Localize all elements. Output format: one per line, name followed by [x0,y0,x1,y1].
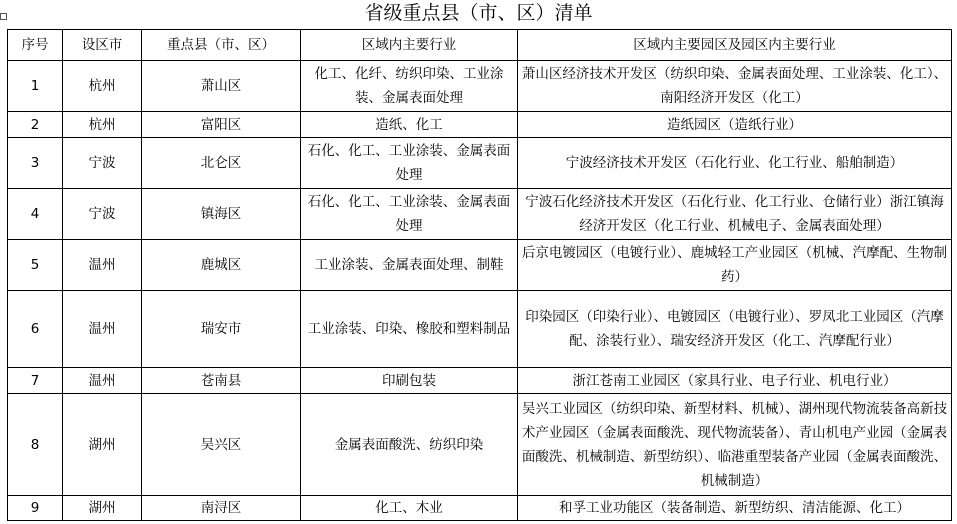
page-title: 省级重点县（市、区）清单 [364,2,593,24]
table-row [8,138,952,189]
cell-county: 苍南县 [142,368,301,394]
cell-no: 2 [8,112,63,138]
cell-parks: 后京电镀园区（电镀行业）、鹿城轻工产业园区（机械、汽摩配、生物制药） [518,240,952,291]
cell-no: 8 [8,394,63,496]
table-header-row [8,30,952,61]
cell-no: 1 [8,61,63,112]
cell-parks: 萧山区经济技术开发区（纺织印染、金属表面处理、工业涂装、化工）、南阳经济开发区（化工） [518,61,952,112]
cell-no: 9 [8,496,63,521]
county-table [7,29,952,521]
cell-parks: 宁波石化经济技术开发区（石化行业、化工行业、仓储行业）浙江镇海经济开发区（化工行业、机械电子、金属表面处理） [518,189,952,240]
cell-city: 温州 [63,291,142,368]
cell-county: 北仑区 [142,138,301,189]
cell-no: 4 [8,189,63,240]
cell-county: 萧山区 [142,61,301,112]
cell-county: 富阳区 [142,112,301,138]
cell-county: 南浔区 [142,496,301,521]
table-row [8,240,952,291]
table-row [8,291,952,368]
table-row [8,394,952,496]
cell-city: 杭州 [63,112,142,138]
cell-parks: 宁波经济技术开发区（石化行业、化工行业、船舶制造） [518,138,952,189]
cell-industry: 石化、化工、工业涂装、金属表面处理 [301,189,518,240]
cell-industry: 石化、化工、工业涂装、金属表面处理 [301,138,518,189]
table-row [8,496,952,521]
cell-industry: 造纸、化工 [301,112,518,138]
cell-city: 湖州 [63,496,142,521]
header-no: 序号 [8,30,63,61]
table-row [8,189,952,240]
cell-county: 镇海区 [142,189,301,240]
cell-city: 温州 [63,240,142,291]
cell-industry: 化工、木业 [301,496,518,521]
cell-parks: 和孚工业功能区（装备制造、新型纺织、清洁能源、化工） [518,496,952,521]
cell-parks: 印染园区（印染行业）、电镀园区（电镀行业）、罗凤北工业园区（汽摩配、涂装行业）、瑞安经济开发区（化工、汽摩配行业） [518,291,952,368]
cell-city: 宁波 [63,189,142,240]
cell-county: 鹿城区 [142,240,301,291]
cell-city: 湖州 [63,394,142,496]
cell-parks: 吴兴工业园区（纺织印染、新型材料、机械）、湖州现代物流装备高新技术产业园区（金属表面酸洗、现代物流装备）、青山机电产业园（金属表面酸洗、机械制造、新型纺织）、临港重型装备产业园（金属表面酸洗、机械制造） [518,394,952,496]
cell-no: 7 [8,368,63,394]
cell-industry: 工业涂装、印染、橡胶和塑料制品 [301,291,518,368]
header-city: 设区市 [63,30,142,61]
cell-county: 吴兴区 [142,394,301,496]
table-row [8,368,952,394]
header-parks: 区域内主要园区及园区内主要行业 [518,30,952,61]
cell-industry: 工业涂装、金属表面处理、制鞋 [301,240,518,291]
cell-parks: 造纸园区（造纸行业） [518,112,952,138]
table-row [8,61,952,112]
cell-county: 瑞安市 [142,291,301,368]
header-industry: 区域内主要行业 [301,30,518,61]
table-row [8,112,952,138]
header-county: 重点县（市、区） [142,30,301,61]
cell-industry: 印刷包装 [301,368,518,394]
cell-parks: 浙江苍南工业园区（家具行业、电子行业、机电行业） [518,368,952,394]
cell-city: 宁波 [63,138,142,189]
cell-no: 6 [8,291,63,368]
cell-industry: 金属表面酸洗、纺织印染 [301,394,518,496]
cell-city: 杭州 [63,61,142,112]
cell-industry: 化工、化纤、纺织印染、工业涂装、金属表面处理 [301,61,518,112]
cell-no: 5 [8,240,63,291]
cell-city: 温州 [63,368,142,394]
cell-no: 3 [8,138,63,189]
